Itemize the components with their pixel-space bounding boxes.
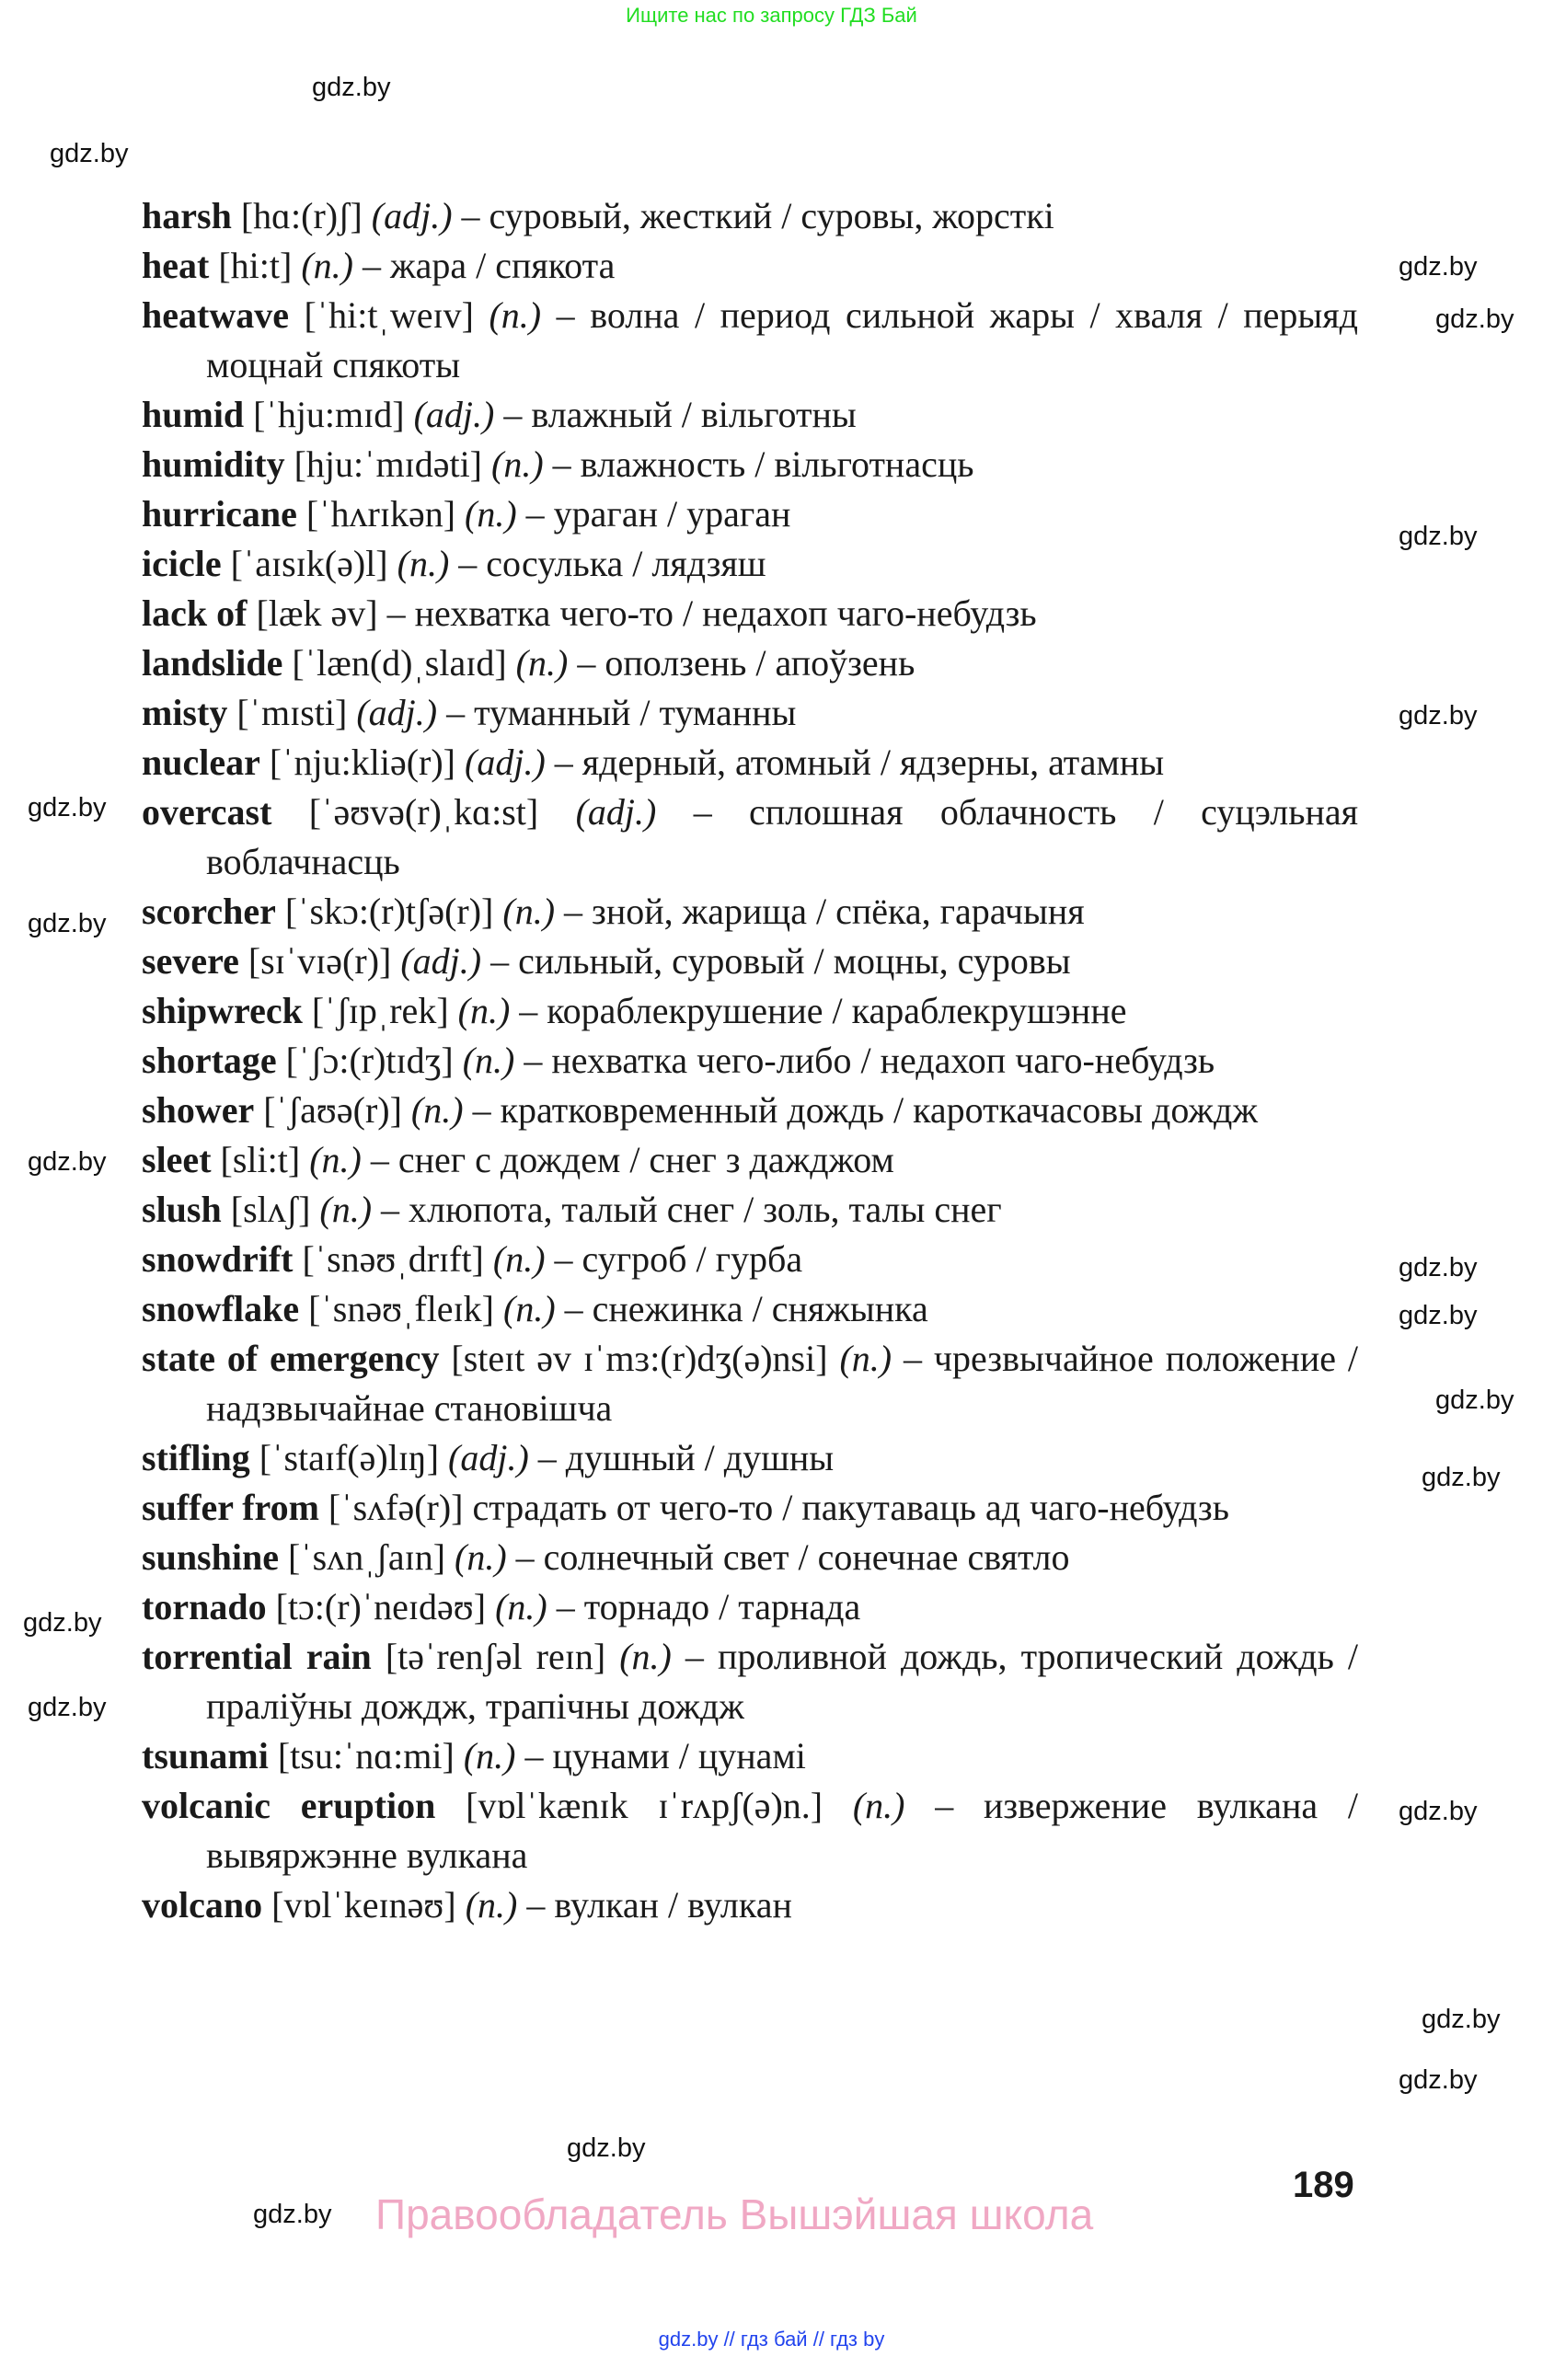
vocabulary-entry xyxy=(142,589,1358,638)
entry-phonetics: [ˈnju:kliə(r)] xyxy=(269,742,456,783)
vocabulary-entry xyxy=(142,390,1358,440)
vocabulary-entry xyxy=(142,1582,1358,1632)
vocabulary-entry xyxy=(142,738,1358,788)
vocabulary-entry xyxy=(142,937,1358,986)
entry-word: landslide xyxy=(142,642,283,684)
entry-phonetics: [ˈlæn(d)ˌslaɪd] xyxy=(292,642,507,684)
entry-phonetics: [ˈaɪsɪk(ə)l] xyxy=(230,543,388,584)
entry-translation: – суровый, жесткий / суровы, жорсткі xyxy=(461,195,1054,236)
vocabulary-entry xyxy=(142,1533,1358,1582)
entry-part-of-speech: (n.) xyxy=(502,891,556,932)
entry-phonetics: [ˈskɔ:(r)tʃə(r)] xyxy=(284,891,494,932)
entry-translation: – ядерный, атомный / ядзерны, атамны xyxy=(554,742,1165,783)
entry-phonetics: [ˈʃɔ:(r)tɪdʒ] xyxy=(285,1040,454,1081)
entry-translation: – проливной дождь, тропический дождь / праліўны дождж, трапічны дождж xyxy=(206,1636,1359,1727)
watermark: gdz.by xyxy=(50,139,129,168)
entry-word: slush xyxy=(142,1189,222,1230)
vocabulary-entry xyxy=(142,986,1358,1036)
entry-part-of-speech: (n.) xyxy=(465,1884,518,1926)
page-number: 189 xyxy=(1293,2165,1354,2205)
watermark: gdz.by xyxy=(1399,252,1478,282)
entry-translation: – влажность / вільготнасць xyxy=(552,443,974,485)
entry-phonetics: [hju:ˈmɪdəti] xyxy=(294,443,483,485)
watermark: gdz.by xyxy=(1435,1385,1514,1415)
vocabulary-entry xyxy=(142,638,1358,688)
watermark: gdz.by xyxy=(23,1608,102,1638)
entry-translation: – цунами / цунамі xyxy=(524,1735,806,1776)
entry-translation: – нехватка чего-либо / недахоп чаго-небудзь xyxy=(524,1040,1215,1081)
entry-word: icicle xyxy=(142,543,222,584)
vocabulary-entry xyxy=(142,539,1358,589)
entry-word: harsh xyxy=(142,195,232,236)
watermark: gdz.by xyxy=(1422,2005,1501,2034)
top-banner-link[interactable]: Ищите нас по запросу ГДЗ Бай xyxy=(626,4,917,27)
vocabulary-entry xyxy=(142,1235,1358,1284)
entry-word: heat xyxy=(142,245,210,286)
entry-phonetics: [ˈhju:mɪd] xyxy=(253,394,405,435)
footer-links[interactable]: gdz.by // гдз бай // гдз by xyxy=(658,2328,885,2351)
entry-word: suffer from xyxy=(142,1487,319,1528)
watermark: gdz.by xyxy=(28,909,107,938)
entry-word: volcano xyxy=(142,1884,263,1926)
entry-part-of-speech: (n.) xyxy=(301,245,353,286)
entry-part-of-speech: (n.) xyxy=(495,1586,547,1627)
watermark: gdz.by xyxy=(1399,1301,1478,1330)
entry-phonetics: [læk əv] xyxy=(256,592,378,634)
entry-part-of-speech: (n.) xyxy=(457,990,511,1031)
vocabulary-entry xyxy=(142,1135,1358,1185)
entry-word: humid xyxy=(142,394,245,435)
entry-translation: – оползень / апоўзень xyxy=(577,642,915,684)
vocabulary-entry xyxy=(142,1036,1358,1086)
entry-phonetics: [ˈʃaʊə(r)] xyxy=(263,1089,402,1131)
vocabulary-entry xyxy=(142,1284,1358,1334)
entry-translation: – кратковременный дождь / кароткачасовы дождж xyxy=(472,1089,1258,1131)
entry-word: state of emergency xyxy=(142,1338,440,1379)
entry-phonetics: [hi:t] xyxy=(218,245,293,286)
entry-translation: – ураган / ураган xyxy=(525,493,791,535)
entry-translation: – зной, жарища / спёка, гарачыня xyxy=(564,891,1085,932)
entry-word: nuclear xyxy=(142,742,260,783)
watermark: gdz.by xyxy=(567,2133,646,2163)
entry-phonetics: [hɑ:(r)ʃ] xyxy=(240,195,363,236)
entry-word: snowflake xyxy=(142,1288,300,1329)
entry-part-of-speech: (n.) xyxy=(515,642,569,684)
entry-phonetics: [ˈsnəʊˌdrɪft] xyxy=(302,1238,484,1280)
entry-translation: – сосулька / лядзяш xyxy=(458,543,766,584)
entry-part-of-speech: (adj.) xyxy=(371,195,453,236)
entry-translation: – сильный, суровый / моцны, суровы xyxy=(490,940,1071,982)
vocabulary-entry xyxy=(142,1781,1358,1880)
copyright-notice: Правообладатель Вышэйшая школа xyxy=(375,2190,1094,2238)
entry-part-of-speech: (n.) xyxy=(852,1785,905,1826)
entry-word: humidity xyxy=(142,443,285,485)
entry-translation: страдать от чего-то / пакутаваць ад чаго-небудзь xyxy=(472,1487,1229,1528)
entry-word: torrential rain xyxy=(142,1636,372,1677)
entry-word: overcast xyxy=(142,791,272,833)
entry-phonetics: [təˈrenʃəl reɪn] xyxy=(385,1636,606,1677)
entry-phonetics: [slʌʃ] xyxy=(230,1189,311,1230)
entry-phonetics: [tɔ:(r)ˈneɪdəʊ] xyxy=(275,1586,487,1627)
entry-part-of-speech: (adj.) xyxy=(575,791,657,833)
watermark: gdz.by xyxy=(28,1693,107,1722)
entry-part-of-speech: (n.) xyxy=(839,1338,892,1379)
entry-word: tornado xyxy=(142,1586,267,1627)
vocabulary-entry xyxy=(142,688,1358,738)
entry-translation: – чрезвычайное положение / надзвычайнае становішча xyxy=(206,1338,1359,1429)
entry-translation: – снежинка / сняжынка xyxy=(564,1288,928,1329)
entry-part-of-speech: (adj.) xyxy=(465,742,546,783)
watermark: gdz.by xyxy=(1435,305,1514,334)
entry-part-of-speech: (n.) xyxy=(319,1189,373,1230)
entry-translation: – жара / спякота xyxy=(362,245,616,286)
watermark: gdz.by xyxy=(28,793,107,822)
entry-word: misty xyxy=(142,692,228,733)
entry-part-of-speech: (n.) xyxy=(455,1536,507,1578)
entry-translation: – торнадо / тарнада xyxy=(556,1586,861,1627)
entry-phonetics: [tsu:ˈnɑ:mi] xyxy=(277,1735,455,1776)
entry-translation: – сугроб / гурба xyxy=(554,1238,803,1280)
entry-part-of-speech: (adj.) xyxy=(356,692,438,733)
entry-translation: – волна / период сильной жары / хваля / перыяд моцнай спякоты xyxy=(206,294,1359,385)
watermark: gdz.by xyxy=(253,2200,332,2229)
vocabulary-entry xyxy=(142,887,1358,937)
entry-phonetics: [ˈhʌrɪkən] xyxy=(305,493,456,535)
entry-word: severe xyxy=(142,940,239,982)
entry-part-of-speech: (n.) xyxy=(463,1735,516,1776)
watermark: gdz.by xyxy=(28,1147,107,1177)
watermark: gdz.by xyxy=(312,73,391,102)
entry-word: sleet xyxy=(142,1139,212,1180)
entry-phonetics: [ˈsʌnˌʃaɪn] xyxy=(287,1536,446,1578)
entry-word: tsunami xyxy=(142,1735,269,1776)
entry-translation: – душный / душны xyxy=(537,1437,835,1478)
entry-word: shortage xyxy=(142,1040,277,1081)
vocabulary-entry xyxy=(142,1086,1358,1135)
vocabulary-entry xyxy=(142,1632,1358,1731)
entry-phonetics: [ˈʃɪpˌrek] xyxy=(311,990,449,1031)
entry-phonetics: [ˈəʊvə(r)ˌkɑ:st] xyxy=(308,791,539,833)
watermark: gdz.by xyxy=(1422,1463,1501,1492)
vocabulary-entry xyxy=(142,1731,1358,1781)
vocabulary-entry xyxy=(142,291,1358,390)
entry-part-of-speech: (n.) xyxy=(619,1636,672,1677)
entry-phonetics: [sɪˈvɪə(r)] xyxy=(248,940,392,982)
vocabulary-entry xyxy=(142,1880,1358,1930)
entry-translation: – нехватка чего-то / недахоп чаго-небудзь xyxy=(386,592,1037,634)
vocabulary-list xyxy=(142,191,1358,1930)
entry-part-of-speech: (n.) xyxy=(309,1139,362,1180)
entry-part-of-speech: (n.) xyxy=(465,493,517,535)
entry-translation: – влажный / вільготны xyxy=(503,394,857,435)
vocabulary-entry xyxy=(142,241,1358,291)
entry-phonetics: [ˈstaɪf(ə)lɪŋ] xyxy=(259,1437,440,1478)
entry-word: hurricane xyxy=(142,493,297,535)
entry-part-of-speech: (n.) xyxy=(397,543,450,584)
entry-part-of-speech: (adj.) xyxy=(400,940,482,982)
vocabulary-entry xyxy=(142,440,1358,489)
entry-word: scorcher xyxy=(142,891,276,932)
entry-phonetics: [ˈsʌfə(r)] xyxy=(328,1487,464,1528)
entry-word: shower xyxy=(142,1089,255,1131)
entry-word: stifling xyxy=(142,1437,250,1478)
entry-phonetics: [ˈsnəʊˌfleɪk] xyxy=(308,1288,494,1329)
vocabulary-entry xyxy=(142,1334,1358,1433)
entry-translation: – солнечный свет / сонечнае святло xyxy=(515,1536,1070,1578)
vocabulary-entry xyxy=(142,1433,1358,1483)
entry-part-of-speech: (adj.) xyxy=(413,394,495,435)
vocabulary-entry xyxy=(142,788,1358,887)
watermark: gdz.by xyxy=(1399,701,1478,730)
entry-phonetics: [vɒlˈkænɪk ɪˈrʌpʃ(ə)n.] xyxy=(466,1785,823,1826)
vocabulary-entry xyxy=(142,191,1358,241)
entry-phonetics: [steɪt əv ɪˈmɜ:(r)dʒ(ə)nsi] xyxy=(451,1338,828,1379)
entry-part-of-speech: (n.) xyxy=(503,1288,556,1329)
watermark: gdz.by xyxy=(1399,522,1478,551)
entry-part-of-speech: (n.) xyxy=(410,1089,464,1131)
vocabulary-entry xyxy=(142,489,1358,539)
entry-word: volcanic eruption xyxy=(142,1785,436,1826)
entry-phonetics: [ˈmɪsti] xyxy=(236,692,348,733)
entry-translation: – сплошная облачность / суцэльная воблачнасць xyxy=(206,791,1359,882)
entry-word: lack of xyxy=(142,592,248,634)
entry-translation: – хлюпота, талый снег / золь, талы снег xyxy=(381,1189,1002,1230)
entry-translation: – снег с дождем / снег з дажджом xyxy=(370,1139,894,1180)
entry-phonetics: [vɒlˈkeɪnəʊ] xyxy=(271,1884,456,1926)
watermark: gdz.by xyxy=(1399,1797,1478,1826)
vocabulary-entry xyxy=(142,1185,1358,1235)
entry-translation: – туманный / туманны xyxy=(446,692,797,733)
entry-part-of-speech: (n.) xyxy=(491,443,544,485)
entry-translation: – кораблекрушение / караблекрушэнне xyxy=(519,990,1127,1031)
watermark: gdz.by xyxy=(1399,2065,1478,2095)
entry-phonetics: [sli:t] xyxy=(220,1139,301,1180)
entry-phonetics: [ˈhi:tˌweɪv] xyxy=(304,294,474,336)
entry-word: shipwreck xyxy=(142,990,303,1031)
entry-word: heatwave xyxy=(142,294,289,336)
watermark: gdz.by xyxy=(1399,1253,1478,1282)
entry-part-of-speech: (n.) xyxy=(489,294,542,336)
entry-word: sunshine xyxy=(142,1536,279,1578)
entry-translation: – извержение вулкана / вывяржэнне вулкана xyxy=(206,1785,1359,1876)
entry-part-of-speech: (adj.) xyxy=(448,1437,529,1478)
entry-part-of-speech: (n.) xyxy=(492,1238,546,1280)
entry-part-of-speech: (n.) xyxy=(462,1040,515,1081)
entry-translation: – вулкан / вулкан xyxy=(526,1884,792,1926)
entry-word: snowdrift xyxy=(142,1238,294,1280)
vocabulary-entry xyxy=(142,1483,1358,1533)
